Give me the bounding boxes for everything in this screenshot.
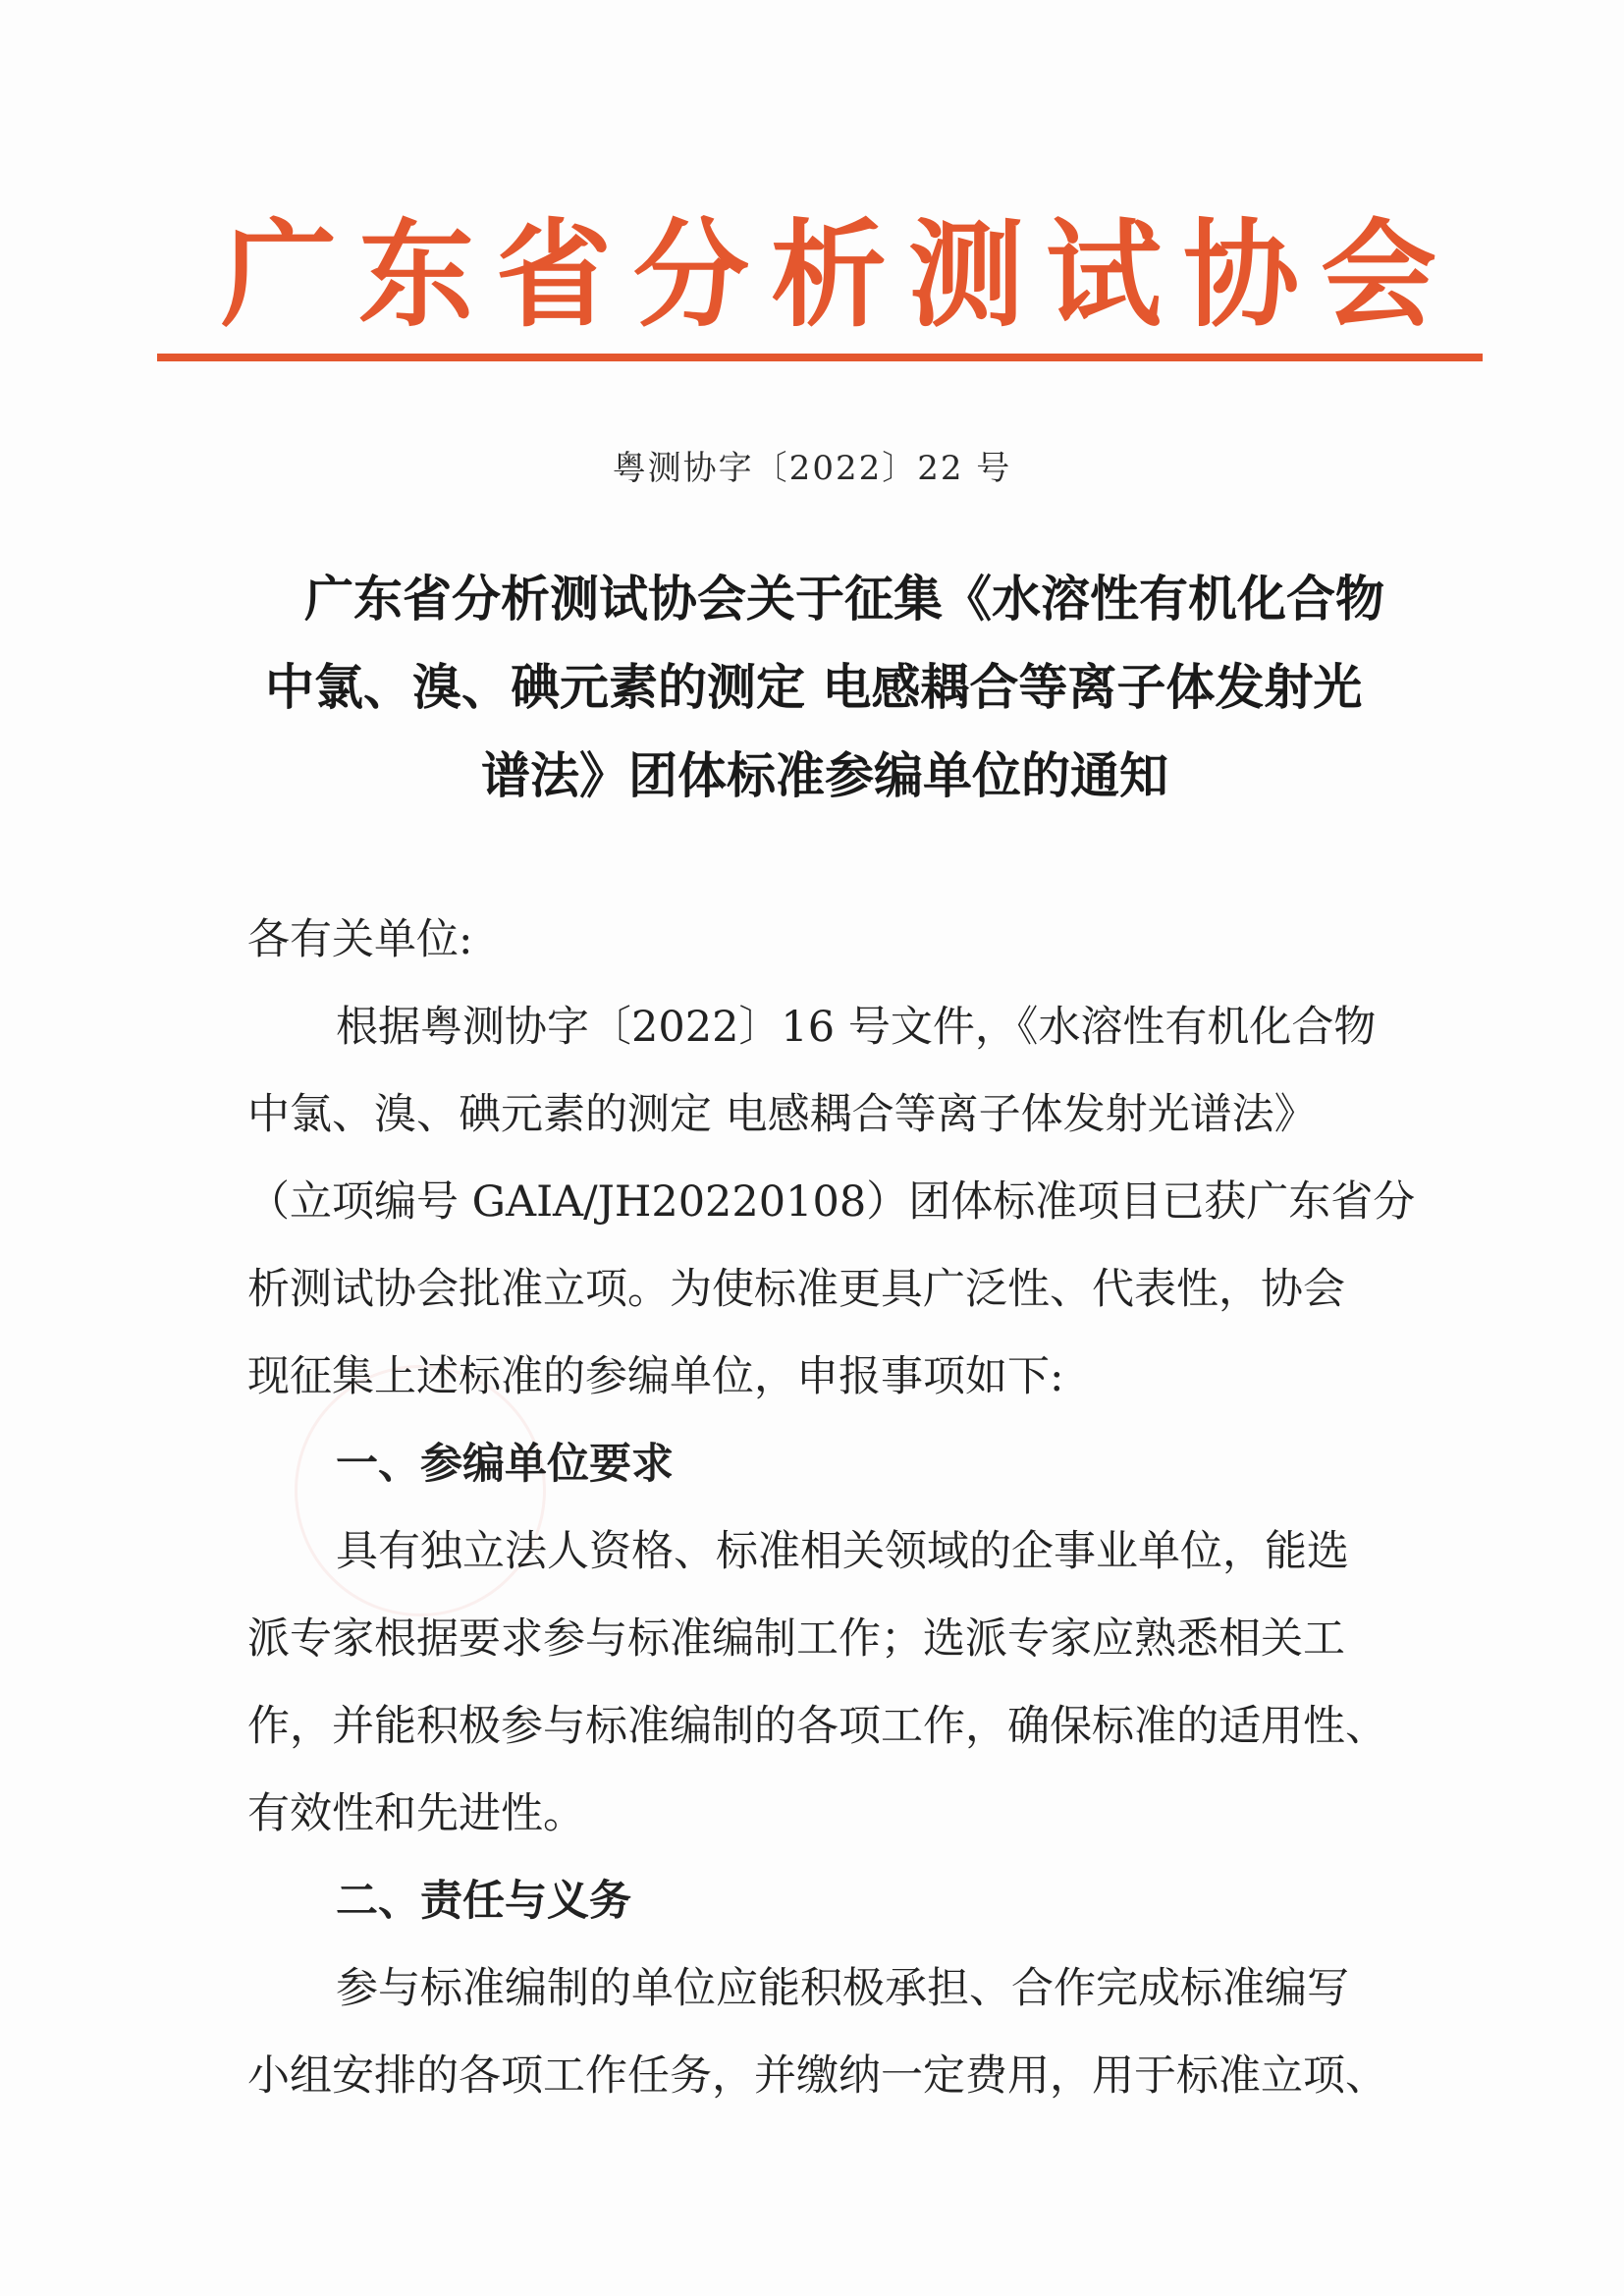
notice-title-line: 广东省分析测试协会关于征集《水溶性有机化合物 [304,571,1384,628]
notice-body [247,897,1416,2120]
section-heading: 二、责任与义务 [336,1877,631,1926]
paragraph-line: （立项编号 GAIA/JH20220108）团体标准项目已获广东省分 [247,1177,1416,1227]
notice-title-line: 中氯、溴、碘元素的测定 电感耦合等离子体发射光 [265,659,1363,716]
letterhead-title: 广东省分析测试协会 [221,206,1459,343]
notice-title-line: 谱法》团体标准参编单位的通知 [481,747,1168,804]
paragraph-line: 析测试协会批准立项。为使标准更具广泛性、代表性，协会 [247,1265,1345,1314]
document-number: 粤测协字〔2022〕22 号 [612,449,1012,488]
paragraph-line: 派专家根据要求参与标准编制工作；选派专家应熟悉相关工 [247,1614,1345,1664]
paragraph-line: 现征集上述标准的参编单位，申报事项如下: [247,1352,1064,1401]
letterhead-rule [157,354,1483,361]
paragraph-line: 有效性和先进性。 [247,1789,585,1838]
paragraph-line: 中氯、溴、碘元素的测定 电感耦合等离子体发射光谱法》 [247,1090,1317,1139]
paragraph-line: 根据粤测协字〔2022〕16 号文件，《水溶性有机化合物 [336,1003,1377,1052]
paragraph-line: 参与标准编制的单位应能积极承担、合作完成标准编写 [336,1964,1349,2013]
paragraph-line: 具有独立法人资格、标准相关领域的企事业单位，能选 [336,1527,1349,1576]
notice-title [245,555,1404,820]
paragraph-line: 小组安排的各项工作任务，并缴纳一定费用，用于标准立项、 [247,2051,1387,2101]
salutation: 各有关单位: [247,915,473,964]
section-heading: 一、参编单位要求 [336,1440,674,1489]
paragraph-line: 作，并能积极参与标准编制的各项工作，确保标准的适用性、 [247,1702,1387,1751]
